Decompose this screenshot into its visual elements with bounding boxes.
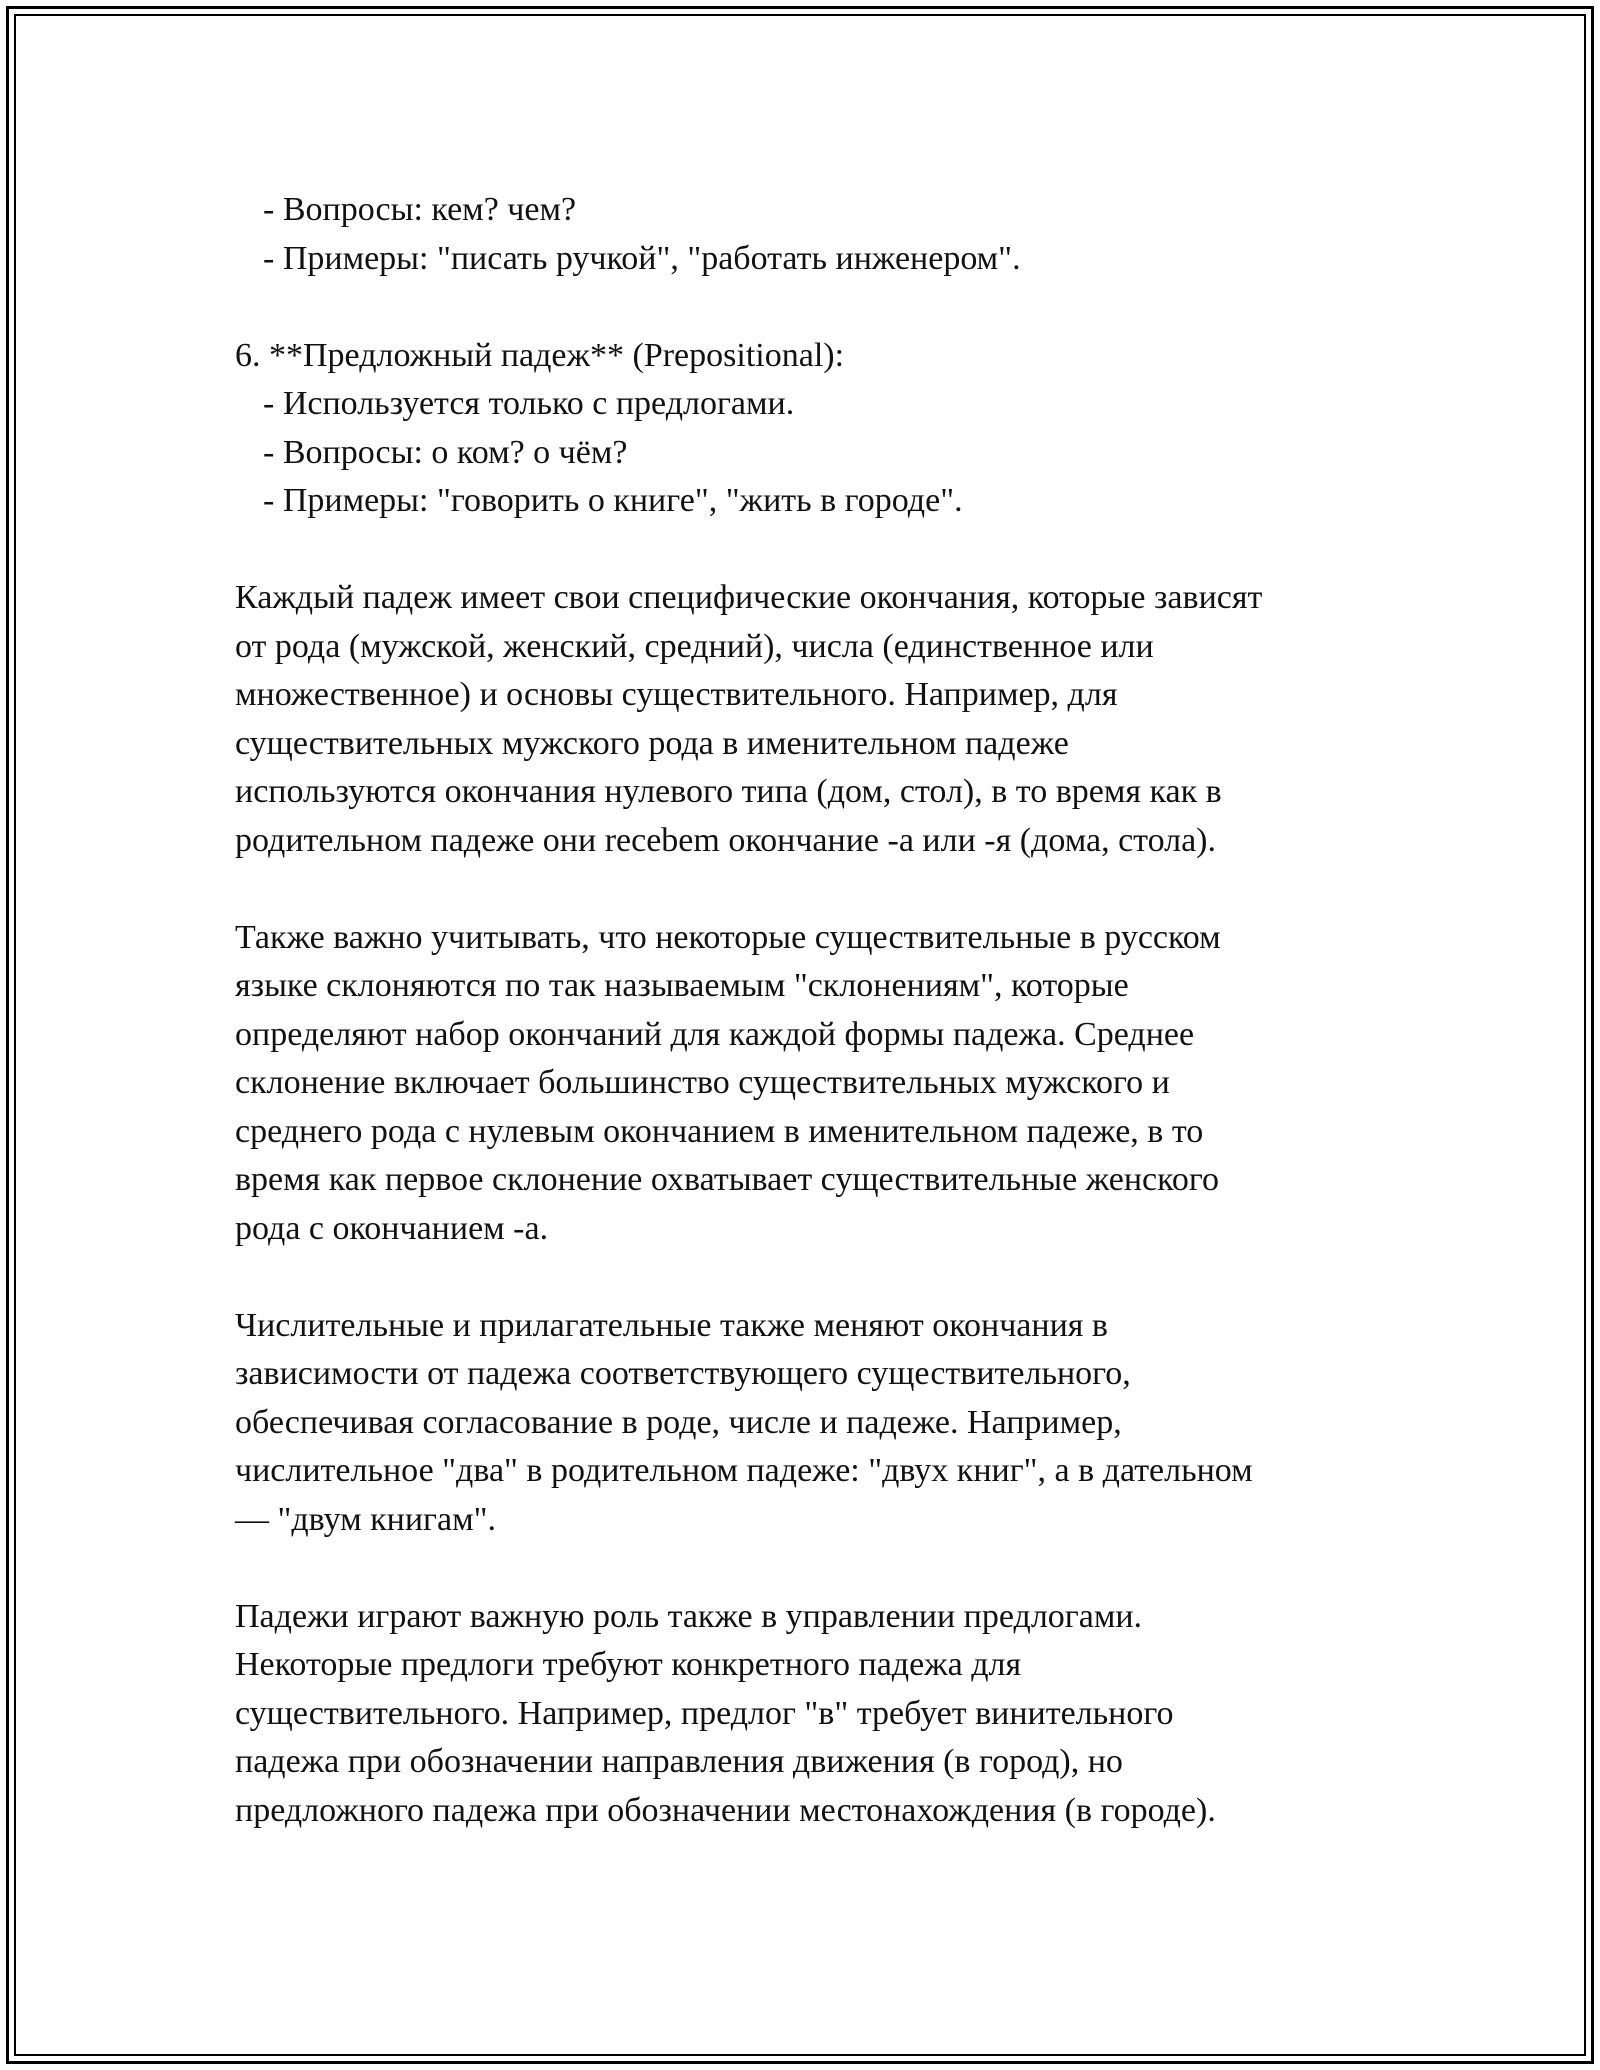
spacer	[235, 1253, 1415, 1302]
paragraph-endings	[235, 574, 1415, 865]
paragraph-line: Некоторые предлоги требуют конкретного падежа для	[235, 1646, 1022, 1683]
case-6-heading: 6. **Предложный падеж** (Prepositional):	[235, 336, 845, 374]
paragraph-line: родительном падеже они recebem окончание -а или -я (дома, стола).	[235, 821, 1217, 859]
case-6-usage: - Используется только с предлогами.	[263, 385, 795, 422]
paragraph-line: числительное "два" в родительном падеже: "двух книг", а в дательном	[235, 1452, 1253, 1489]
paragraph-line: множественное) и основы существительного. Например, для	[235, 676, 1118, 713]
spacer	[235, 283, 1415, 332]
case-6-examples: - Примеры: "говорить о книге", "жить в городе".	[263, 482, 963, 519]
paragraph-line: языке склоняются по так называемым "склонениям", которые	[235, 967, 1129, 1004]
paragraph-line: среднего рода с нулевым окончанием в именительном падеже, в то	[235, 1112, 1204, 1150]
paragraph-line: Числительные и прилагательные также меняют окончания в	[235, 1306, 1108, 1344]
paragraph-line: от рода (мужской, женский, средний), числа (единственное или	[235, 627, 1154, 665]
case-5-questions: - Вопросы: кем? чем?	[263, 191, 577, 228]
paragraph-line: зависимости от падежа соответствующего существительного,	[235, 1355, 1131, 1392]
paragraph-line: — "двум книгам".	[235, 1500, 496, 1538]
paragraph-line: существительного. Например, предлог "в" требует винительного	[235, 1694, 1174, 1732]
paragraph-line: Падежи играют важную роль также в управлении предлогами.	[235, 1597, 1143, 1635]
paragraph-line: рода с окончанием -а.	[235, 1209, 549, 1247]
spacer	[235, 865, 1415, 914]
paragraph-line: Также важно учитывать, что некоторые существительные в русском	[235, 918, 1221, 956]
paragraph-line: время как первое склонение охватывает существительные женского	[235, 1161, 1220, 1198]
spacer	[235, 526, 1415, 575]
spacer	[235, 1544, 1415, 1593]
case-6-questions: - Вопросы: о ком? о чём?	[263, 433, 628, 471]
paragraph-line: обеспечивая согласование в роде, числе и падеже. Например,	[235, 1403, 1122, 1441]
paragraph-line: падежа при обозначении направления движения (в город), но	[235, 1743, 1123, 1780]
paragraph-line: склонение включает большинство существительных мужского и	[235, 1064, 1170, 1101]
paragraph-prepositions	[235, 1593, 1415, 1836]
case-5-examples: - Примеры: "писать ручкой", "работать инженером".	[263, 239, 1021, 277]
paragraph-line: существительных мужского рода в именительном падеже	[235, 724, 1069, 762]
document-body	[235, 186, 1415, 1835]
paragraph-numerals	[235, 1302, 1415, 1545]
case-6-section	[235, 332, 1415, 526]
paragraph-line: используются окончания нулевого типа (дом, стол), в то время как в	[235, 773, 1222, 810]
case-5-details	[235, 186, 1415, 283]
paragraph-line: определяют набор окончаний для каждой формы падежа. Среднее	[235, 1015, 1195, 1053]
paragraph-line: Каждый падеж имеет свои специфические окончания, которые зависят	[235, 579, 1263, 616]
paragraph-line: предложного падежа при обозначении местонахождения (в городе).	[235, 1791, 1216, 1829]
paragraph-declensions	[235, 914, 1415, 1254]
